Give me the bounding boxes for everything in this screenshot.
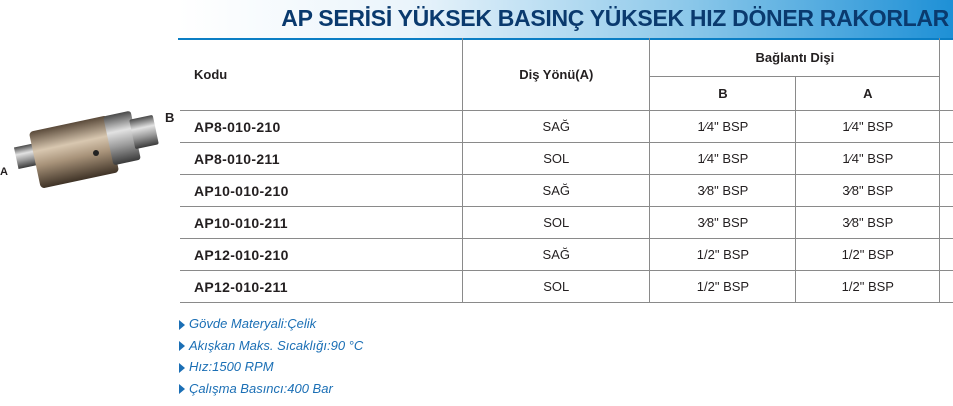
note-item bbox=[179, 378, 363, 400]
cell-dis-yonu: SAĞ bbox=[463, 175, 650, 207]
cell-spacer bbox=[940, 175, 953, 207]
cell-kodu: AP12-010-211 bbox=[180, 271, 463, 303]
col-header-a: A bbox=[796, 77, 940, 111]
cell-b: 3⁄8" BSP bbox=[650, 207, 796, 239]
cell-kodu: AP10-010-210 bbox=[180, 175, 463, 207]
bullet-triangle-icon bbox=[179, 384, 185, 394]
cell-a: 1/2" BSP bbox=[796, 271, 940, 303]
table-row bbox=[180, 271, 953, 303]
bullet-triangle-icon bbox=[179, 363, 185, 373]
note-item bbox=[179, 356, 363, 378]
cell-a: 1⁄4" BSP bbox=[796, 143, 940, 175]
cell-b: 1/2" BSP bbox=[650, 271, 796, 303]
bullet-triangle-icon bbox=[179, 341, 185, 351]
port-a-label: A bbox=[0, 166, 8, 178]
cell-b: 1/2" BSP bbox=[650, 239, 796, 271]
table-header-row bbox=[180, 38, 953, 77]
cell-dis-yonu: SOL bbox=[463, 207, 650, 239]
rotary-union-illustration bbox=[0, 95, 178, 205]
cell-a: 1⁄4" BSP bbox=[796, 111, 940, 143]
cell-spacer bbox=[940, 111, 953, 143]
table-row bbox=[180, 239, 953, 271]
cell-dis-yonu: SAĞ bbox=[463, 111, 650, 143]
cell-spacer bbox=[940, 207, 953, 239]
note-item bbox=[179, 335, 363, 357]
cell-b: 1⁄4" BSP bbox=[650, 111, 796, 143]
table-row bbox=[180, 207, 953, 239]
page-title: AP SERİSİ YÜKSEK BASINÇ YÜKSEK HIZ DÖNER RAKORLAR bbox=[281, 5, 949, 31]
spec-notes bbox=[179, 313, 363, 399]
cell-kodu: AP8-010-210 bbox=[180, 111, 463, 143]
table-row bbox=[180, 175, 953, 207]
cell-dis-yonu: SOL bbox=[463, 143, 650, 175]
cell-spacer bbox=[940, 271, 953, 303]
cell-kodu: AP8-010-211 bbox=[180, 143, 463, 175]
cell-b: 3⁄8" BSP bbox=[650, 175, 796, 207]
cell-a: 3⁄8" BSP bbox=[796, 207, 940, 239]
title-bar bbox=[178, 0, 953, 40]
cell-a: 1/2" BSP bbox=[796, 239, 940, 271]
col-header-baglanti-disi: Bağlantı Dişi bbox=[650, 38, 940, 77]
cell-a: 3⁄8" BSP bbox=[796, 175, 940, 207]
spec-table bbox=[180, 38, 953, 303]
cell-spacer bbox=[940, 239, 953, 271]
table-row bbox=[180, 143, 953, 175]
note-text: Gövde Materyali:Çelik bbox=[189, 316, 317, 331]
col-header-spacer bbox=[940, 38, 953, 111]
cell-dis-yonu: SAĞ bbox=[463, 239, 650, 271]
cell-spacer bbox=[940, 143, 953, 175]
note-text: Hız:1500 RPM bbox=[189, 359, 274, 374]
cell-b: 1⁄4" BSP bbox=[650, 143, 796, 175]
cell-dis-yonu: SOL bbox=[463, 271, 650, 303]
col-header-kodu: Kodu bbox=[180, 38, 463, 111]
note-item bbox=[179, 313, 363, 335]
port-b-label: B bbox=[165, 110, 175, 125]
table-row bbox=[180, 111, 953, 143]
note-text: Çalışma Basıncı:400 Bar bbox=[189, 380, 333, 396]
col-header-dis-yonu: Diş Yönü(A) bbox=[463, 38, 650, 111]
cell-kodu: AP12-010-210 bbox=[180, 239, 463, 271]
note-text: Akışkan Maks. Sıcaklığı:90 °C bbox=[189, 337, 364, 353]
col-header-b: B bbox=[650, 77, 796, 111]
product-image bbox=[0, 95, 178, 205]
bullet-triangle-icon bbox=[179, 320, 185, 330]
cell-kodu: AP10-010-211 bbox=[180, 207, 463, 239]
